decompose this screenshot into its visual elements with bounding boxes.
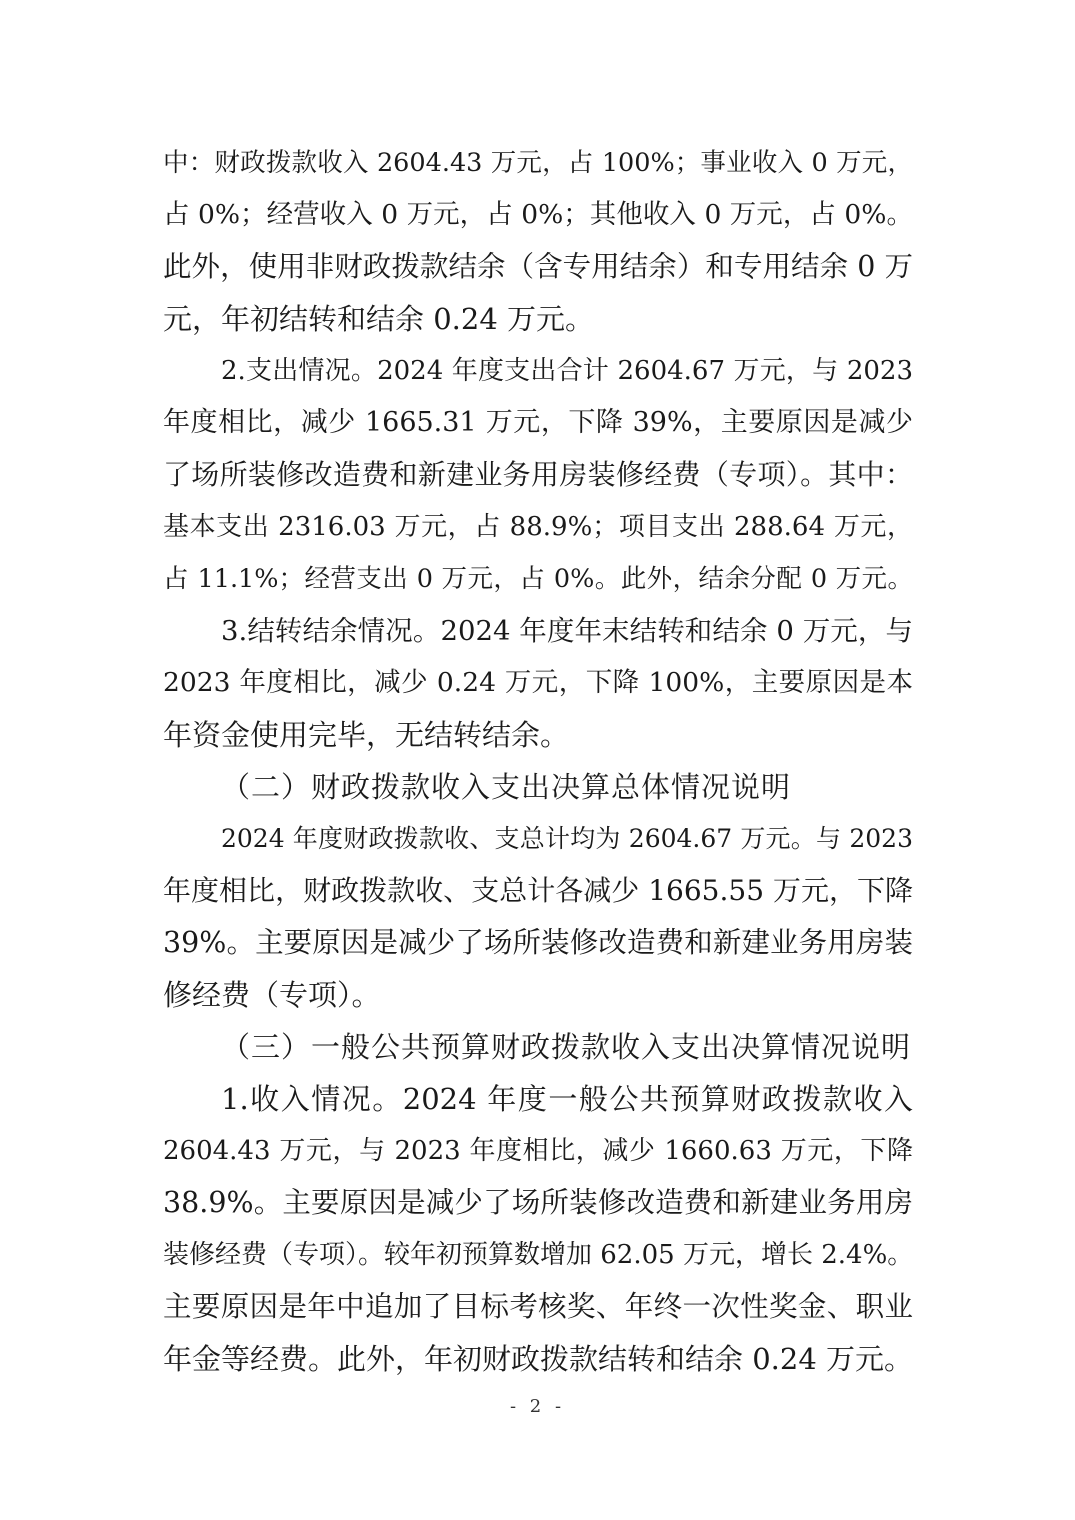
paragraph-line: 39%。主要原因是减少了场所装修改造费和新建业务用房装 <box>163 926 913 959</box>
paragraph-line: 年度相比，减少 1665.31 万元，下降 39%，主要原因是减少 <box>163 407 913 438</box>
paragraph-line: 年度相比，财政拨款收、支总计各减少 1665.55 万元，下降 <box>163 874 913 907</box>
paragraph-line: 占 11.1%；经营支出 0 万元，占 0%。此外，结余分配 0 万元。 <box>163 564 913 594</box>
paragraph-line: 1.收入情况。2024 年度一般公共预算财政拨款收入 <box>221 1082 913 1116</box>
section-heading: （三）一般公共预算财政拨款收入支出决算情况说明 <box>221 1030 912 1064</box>
paragraph-line: 2604.43 万元，与 2023 年度相比，减少 1660.63 万元，下降 <box>163 1136 913 1166</box>
paragraph-line: 修经费（专项）。 <box>163 978 381 1012</box>
paragraph-line: 2023 年度相比，减少 0.24 万元，下降 100%，主要原因是本 <box>163 667 913 698</box>
paragraph-line: 2.支出情况。2024 年度支出合计 2604.67 万元，与 2023 <box>221 356 913 386</box>
paragraph-line: 基本支出 2316.03 万元，占 88.9%；项目支出 288.64 万元， <box>163 512 913 542</box>
paragraph-line: 了场所装修改造费和新建业务用房装修经费（专项）。其中： <box>163 458 913 491</box>
paragraph-line: 38.9%。主要原因是减少了场所装修改造费和新建业务用房 <box>163 1186 913 1219</box>
section-heading: （二）财政拨款收入支出决算总体情况说明 <box>221 770 792 804</box>
paragraph-line: 装修经费（专项）。较年初预算数增加 62.05 万元，增长 2.4%。 <box>163 1240 914 1270</box>
paragraph-line: 中：财政拨款收入 2604.43 万元，占 100%；事业收入 0 万元， <box>163 148 913 178</box>
paragraph-line: 年资金使用完毕，无结转结余。 <box>163 718 570 752</box>
paragraph-line: 主要原因是年中追加了目标考核奖、年终一次性奖金、职业 <box>163 1290 913 1323</box>
paragraph-line: 3.结转结余情况。2024 年度年末结转和结余 0 万元，与 <box>221 615 913 647</box>
page-number: - 2 - <box>509 1396 566 1417</box>
paragraph-line: 2024 年度财政拨款收、支总计均为 2604.67 万元。与 2023 <box>221 824 913 853</box>
paragraph-line: 此外，使用非财政拨款结余（含专用结余）和专用结余 0 万 <box>163 250 913 283</box>
paragraph-line: 占 0%；经营收入 0 万元，占 0%；其他收入 0 万元，占 0%。 <box>163 199 913 230</box>
paragraph-line: 元，年初结转和结余 0.24 万元。 <box>163 302 595 336</box>
paragraph-line: 年金等经费。此外，年初财政拨款结转和结余 0.24 万元。 <box>163 1342 914 1376</box>
